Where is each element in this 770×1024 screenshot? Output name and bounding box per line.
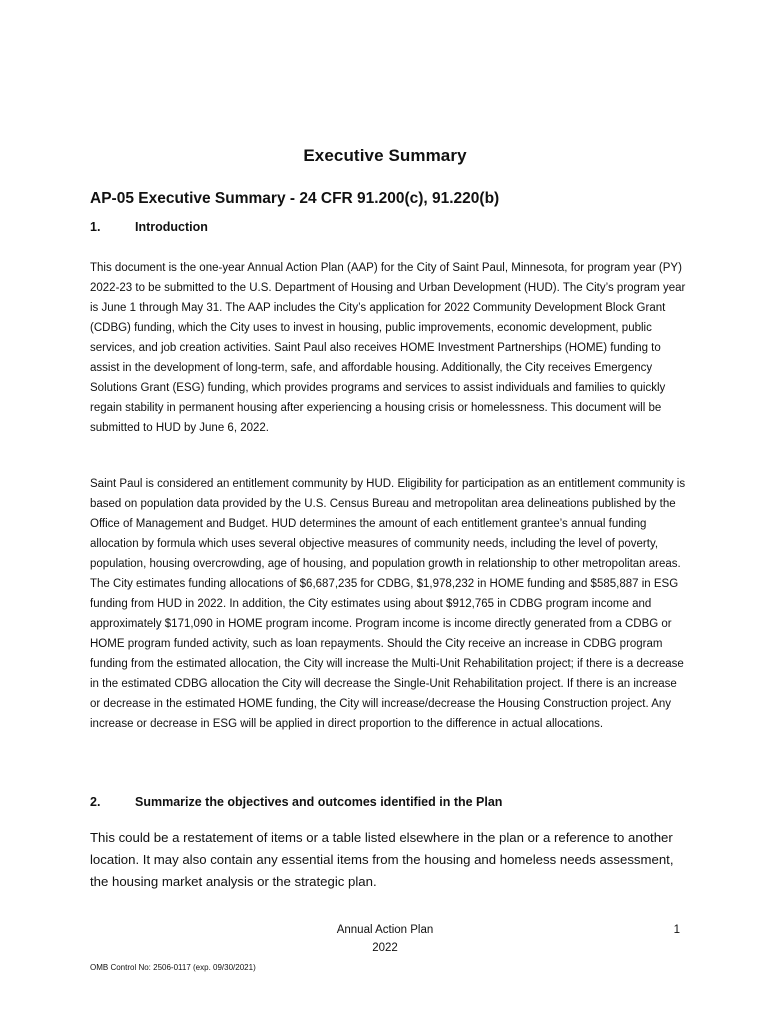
introduction-paragraph-2: Saint Paul is considered an entitlement community by HUD. Eligibility for participation as an entitlement community is based on population data provided by the U.S. Census Bureau and metropolitan area delineations published by the Office of Management and Budget. HUD determines the amount of each entitlement grantee’s annual funding allocation by formula which uses several objective measures of community needs, including the level of poverty, population, housing overcrowding, age of housing, and population growth in relationship to other metropolitan areas. The City estimates funding allocations of $6,687,235 for CDBG, $1,978,232 in HOME funding and $585,887 in ESG funding from HUD in 2022. In addition, the City estimates using about $912,765 in CDBG program income and approximately $171,090 in HOME program income. Program income is income directly generated from a CDBG or HOME program funded activity, such as loan repayments. Should the City receive an increase in CDBG program funding from the estimated allocation, the City will increase the Multi-Unit Rehabilitation project; if there is a decrease in the estimated CDBG allocation the City will decrease the Single-Unit Rehabilitation project. If there is an increase or decrease in the estimated HOME funding, the City will increase/decrease the Housing Construction project. Any increase or decrease in ESG will be applied in direct proportion to the difference in actual allocations. [90,478,686,730]
section-2-heading [90,795,502,809]
page-number: 1 [673,924,680,936]
introduction-paragraph-1: This document is the one-year Annual Action Plan (AAP) for the City of Saint Paul, Minnesota, for program year (PY) 2022-23 to be submitted to the U.S. Department of Housing and Urban Development (HUD). The City’s program year is June 1 through May 31. The AAP includes the City’s application for 2022 Community Development Block Grant (CDBG) funding, which the City uses to invest in housing, public improvements, economic development, public services, and job creation activities. Saint Paul also receives HOME Investment Partnerships (HOME) funding to assist in the development of long-term, safe, and affordable housing. Additionally, the City receives Emergency Solutions Grant (ESG) funding, which provides programs and services to assist individuals and families to quickly regain stability in permanent housing after experiencing a housing crisis or homelessness. This document will be submitted to HUD by June 6, 2022. [90,262,686,434]
footer-year: 2022 [372,942,398,954]
section-1-heading [90,220,208,234]
section-2-number: 2. [90,795,101,809]
section-2-title: Summarize the objectives and outcomes identified in the Plan [135,795,503,809]
section-heading: AP-05 Executive Summary - 24 CFR 91.200(c), 91.220(b) [90,190,500,207]
page-title: Executive Summary [303,146,467,165]
omb-control-number: OMB Control No: 2506-0117 (exp. 09/30/2021) [90,963,256,972]
section-1-number: 1. [90,220,101,234]
section-1-title: Introduction [135,220,208,234]
footer-plan-name: Annual Action Plan [336,924,434,936]
footer-plan-info [0,921,770,957]
section-2-paragraph: This could be a restatement of items or a table listed elsewhere in the plan or a reference to another location. It may also contain any essential items from the housing and homeless needs assessment, the housing market analysis or the strategic plan. [90,830,674,889]
